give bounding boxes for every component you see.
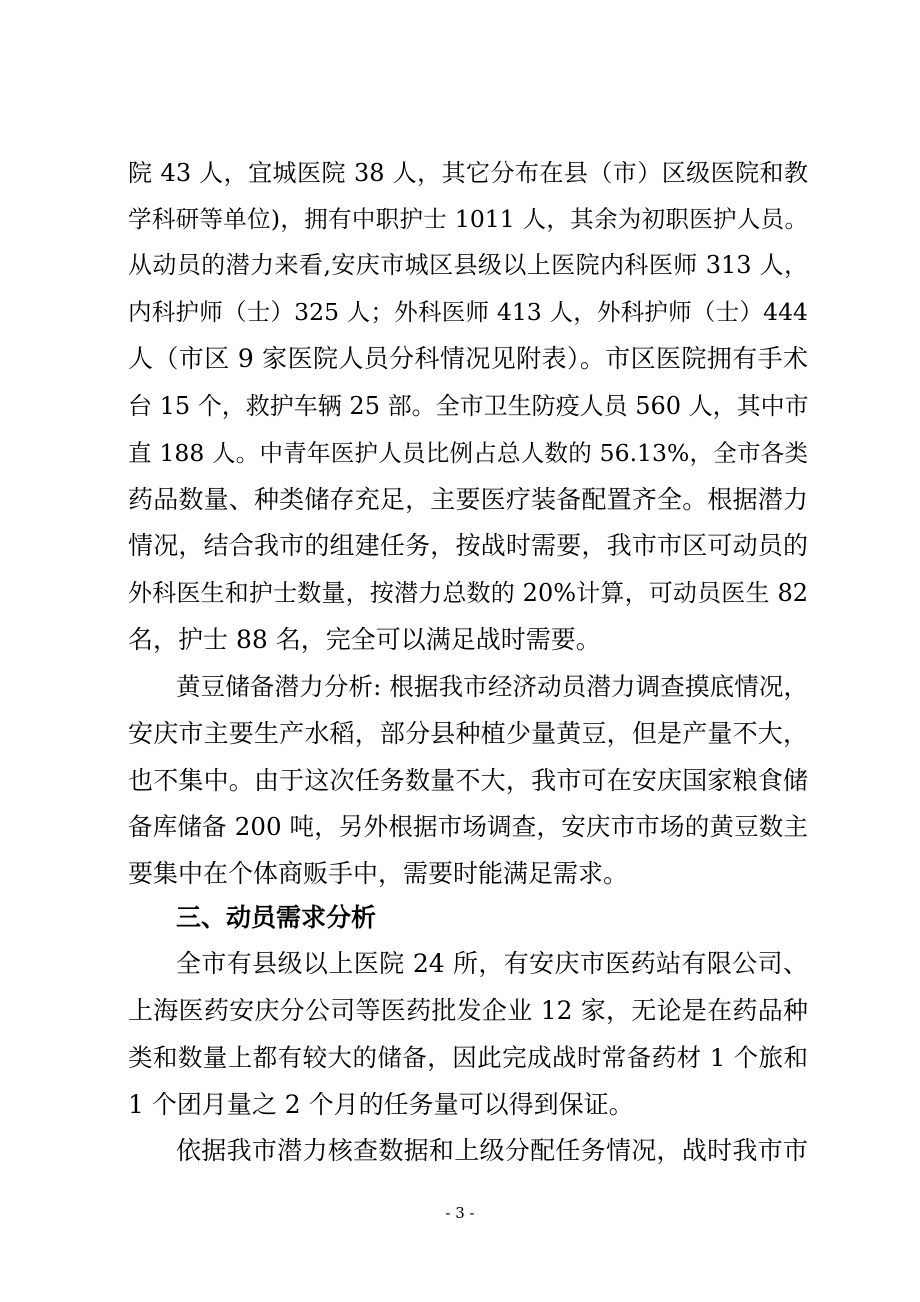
body-text-line: 安庆市主要生产水稻，部分县种植少量黄豆，但是产量不大， (128, 719, 808, 748)
section-heading: 三、动员需求分析 (176, 903, 377, 932)
body-text-line: 内科护师（士）325 人；外科医师 413 人，外科护师（士）444 (128, 298, 808, 326)
body-text-line: 上海医药安庆分公司等医药批发企业 12 家，无论是在药品种 (128, 996, 808, 1025)
body-text-line: 院 43 人，宜城医院 38 人，其它分布在县（市）区级医院和教 (128, 159, 808, 187)
page-number: - 3 - (445, 1204, 475, 1222)
body-text-line: 也不集中。由于这次任务数量不大，我市可在安庆国家粮食储 (128, 766, 808, 795)
body-text-line: 人（市区 9 家医院人员分科情况见附表）。市区医院拥有手术 (128, 344, 808, 373)
body-text-line: 黄豆储备潜力分析: 根据我市经济动员潜力调查摸底情况， (176, 672, 808, 701)
body-text-line: 药品数量、种类储存充足，主要医疗装备配置齐全。根据潜力 (128, 485, 808, 514)
body-text-line: 直 188 人。中青年医护人员比例占总人数的 56.13%，全市各类 (128, 439, 808, 467)
body-text-line: 名，护士 88 名，完全可以满足战时需要。 (128, 625, 601, 654)
body-text-line: 类和数量上都有较大的储备，因此完成战时常备药材 1 个旅和 (128, 1043, 808, 1072)
body-text-line: 学科研等单位)，拥有中职护士 1011 人，其余为初职医护人员。 (128, 205, 808, 233)
body-text-line: 从动员的潜力来看,安庆市城区县级以上医院内科医师 313 人， (128, 251, 808, 279)
body-text-line: 外科医生和护士数量，按潜力总数的 20%计算，可动员医生 82 (128, 579, 808, 607)
body-text-line: 全市有县级以上医院 24 所，有安庆市医药站有限公司、 (176, 949, 808, 978)
body-text-line: 1 个团月量之 2 个月的任务量可以得到保证。 (128, 1090, 634, 1119)
body-text-line: 备库储备 200 吨，另外根据市场调查，安庆市市场的黄豆数主 (128, 812, 808, 841)
body-text-line: 依据我市潜力核查数据和上级分配任务情况，战时我市市 (176, 1136, 808, 1165)
body-text-line: 要集中在个体商贩手中，需要时能满足需求。 (128, 859, 629, 888)
body-text-line: 台 15 个，救护车辆 25 部。全市卫生防疫人员 560 人，其中市 (128, 392, 809, 420)
body-text-line: 情况，结合我市的组建任务，按战时需要，我市市区可动员的 (128, 531, 808, 560)
